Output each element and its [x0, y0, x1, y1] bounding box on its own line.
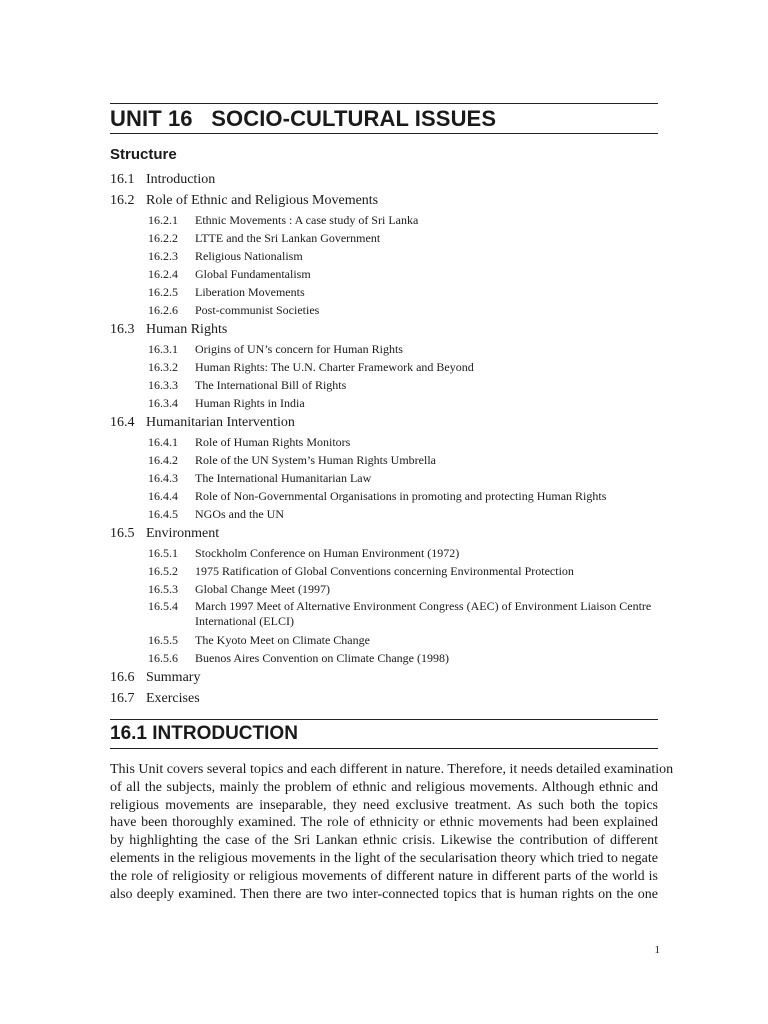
toc-subsection-16-2-2[interactable] — [110, 229, 670, 247]
toc-sub-label: Ethnic Movements : A case study of Sri Lanka — [195, 213, 419, 227]
title-underline — [110, 133, 658, 134]
toc-sub-label: Liberation Movements — [195, 285, 305, 299]
toc-section-number: 16.5 — [110, 526, 135, 541]
paragraph-line: have been thoroughly examined. The role of ethnicity or ethnic movements had been explained — [110, 815, 658, 831]
toc-section-label: Humanitarian Intervention — [146, 415, 295, 430]
toc-subsection-16-4-5[interactable] — [110, 505, 670, 523]
table-of-contents — [110, 169, 670, 709]
toc-section-16-7[interactable] — [110, 688, 670, 709]
toc-section-number: 16.4 — [110, 415, 135, 430]
toc-sub-number: 16.5.2 — [148, 564, 178, 578]
toc-sub-label: Origins of UN’s concern for Human Rights — [195, 342, 403, 356]
toc-subsection-16-4-2[interactable] — [110, 451, 670, 469]
toc-subsection-16-5-4[interactable] — [110, 598, 670, 631]
toc-section-label: Summary — [146, 670, 201, 685]
paragraph-line: by highlighting the case of the Sri Lankan ethnic crisis. Likewise the contribution of different — [110, 833, 658, 849]
toc-subsection-16-5-5[interactable] — [110, 631, 670, 649]
toc-sub-number: 16.5.3 — [148, 582, 178, 596]
unit-title: UNIT 16 SOCIO-CULTURAL ISSUES — [110, 106, 497, 131]
toc-subsection-16-3-2[interactable] — [110, 358, 670, 376]
page-number: 1 — [654, 944, 660, 956]
toc-sub-label: Stockholm Conference on Human Environment (1972) — [195, 546, 460, 560]
toc-section-16-6[interactable] — [110, 667, 670, 688]
toc-sub-label: Global Fundamentalism — [195, 267, 311, 281]
toc-sub-number: 16.5.1 — [148, 546, 178, 560]
toc-sub-label: Role of Human Rights Monitors — [195, 435, 351, 449]
toc-sub-label: LTTE and the Sri Lankan Government — [195, 231, 381, 245]
intro-heading: 16.1 INTRODUCTION — [110, 723, 298, 744]
toc-subsection-16-5-6[interactable] — [110, 649, 670, 667]
paragraph-line: religious movements are inseparable, they need exclusive treatment. As such both the topics — [110, 797, 658, 813]
toc-sub-number: 16.4.2 — [148, 453, 178, 467]
toc-sub-label: Buenos Aires Convention on Climate Change (1998) — [195, 651, 449, 665]
toc-sub-number: 16.2.4 — [148, 267, 178, 281]
toc-sub-number: 16.3.1 — [148, 342, 178, 356]
toc-section-label: Human Rights — [146, 322, 228, 337]
structure-heading: Structure — [110, 146, 177, 163]
toc-section-number: 16.2 — [110, 193, 135, 208]
toc-sub-number: 16.5.6 — [148, 651, 178, 665]
toc-subsection-16-5-1[interactable] — [110, 544, 670, 562]
toc-sub-label: The International Humanitarian Law — [195, 471, 372, 485]
toc-sub-number: 16.5.5 — [148, 633, 178, 647]
toc-sub-label: Role of the UN System’s Human Rights Umbrella — [195, 453, 436, 467]
paragraph-line: This Unit covers several topics and each different in nature. Therefore, it needs detailed examination — [110, 762, 674, 777]
intro-paragraph — [110, 761, 674, 903]
toc-subsection-16-4-3[interactable] — [110, 469, 670, 487]
intro-underline — [110, 748, 658, 749]
paragraph-line: also deeply examined. Then there are two inter-connected topics that is human rights on the one — [110, 886, 658, 902]
toc-sub-number: 16.2.1 — [148, 213, 178, 227]
toc-section-label: Environment — [146, 526, 220, 541]
toc-section-16-5[interactable] — [110, 523, 670, 544]
toc-section-16-3[interactable] — [110, 319, 670, 340]
toc-sub-label: Human Rights: The U.N. Charter Framework and Beyond — [195, 360, 474, 374]
toc-sub-label: The Kyoto Meet on Climate Change — [195, 633, 370, 647]
toc-subsection-16-3-1[interactable] — [110, 340, 670, 358]
toc-sub-number: 16.3.3 — [148, 378, 178, 392]
toc-sub-number: 16.3.4 — [148, 396, 178, 410]
toc-subsection-16-2-4[interactable] — [110, 265, 670, 283]
toc-sub-number: 16.2.3 — [148, 249, 178, 263]
paragraph-line: the role of religiosity or religious movements of different nature in different parts of the world is — [110, 868, 658, 884]
toc-sub-label: 1975 Ratification of Global Conventions concerning Environmental Protection — [195, 564, 574, 578]
toc-subsection-16-2-6[interactable] — [110, 301, 670, 319]
toc-section-number: 16.3 — [110, 322, 135, 337]
toc-subsection-16-3-3[interactable] — [110, 376, 670, 394]
toc-sub-label: Human Rights in India — [195, 396, 305, 410]
toc-section-number: 16.7 — [110, 691, 135, 706]
toc-sub-number: 16.2.2 — [148, 231, 178, 245]
toc-subsection-16-4-1[interactable] — [110, 433, 670, 451]
toc-sub-label: Post-communist Societies — [195, 303, 320, 317]
toc-sub-number: 16.2.6 — [148, 303, 178, 317]
toc-sub-label: NGOs and the UN — [195, 507, 284, 521]
toc-section-label: Role of Ethnic and Religious Movements — [146, 193, 379, 208]
toc-subsection-16-2-1[interactable] — [110, 211, 670, 229]
toc-subsection-16-2-5[interactable] — [110, 283, 670, 301]
toc-section-16-2[interactable] — [110, 190, 670, 211]
toc-section-16-4[interactable] — [110, 412, 670, 433]
intro-top-rule — [110, 719, 658, 720]
toc-section-number: 16.6 — [110, 670, 135, 685]
toc-sub-number: 16.5.4 — [148, 599, 178, 613]
toc-section-label: Exercises — [146, 691, 200, 706]
paragraph-line: of all the subjects, mainly the problem of ethnic and religious movements. Although ethnic and — [110, 779, 658, 795]
toc-sub-label: The International Bill of Rights — [195, 378, 347, 392]
toc-sub-label: Global Change Meet (1997) — [195, 582, 330, 596]
toc-sub-number: 16.4.1 — [148, 435, 178, 449]
toc-subsection-16-5-2[interactable] — [110, 562, 670, 580]
toc-subsection-16-2-3[interactable] — [110, 247, 670, 265]
toc-sub-number: 16.4.4 — [148, 489, 178, 503]
toc-subsection-16-4-4[interactable] — [110, 487, 670, 505]
toc-sub-number: 16.4.5 — [148, 507, 178, 521]
toc-section-16-1[interactable] — [110, 169, 670, 190]
toc-sub-label: Religious Nationalism — [195, 249, 303, 263]
paragraph-line: elements in the religious movements in the light of the secularisation theory which tried to negate — [110, 850, 658, 866]
toc-subsection-16-3-4[interactable] — [110, 394, 670, 412]
toc-sub-label: March 1997 Meet of Alternative Environment Congress (AEC) of Environment Liaison Centre International (ELCI) — [195, 599, 652, 628]
toc-sub-number: 16.2.5 — [148, 285, 178, 299]
toc-sub-number: 16.4.3 — [148, 471, 178, 485]
toc-section-number: 16.1 — [110, 172, 135, 187]
toc-section-label: Introduction — [146, 172, 216, 187]
toc-sub-label: Role of Non-Governmental Organisations in promoting and protecting Human Rights — [195, 489, 607, 503]
toc-sub-number: 16.3.2 — [148, 360, 178, 374]
toc-subsection-16-5-3[interactable] — [110, 580, 670, 598]
